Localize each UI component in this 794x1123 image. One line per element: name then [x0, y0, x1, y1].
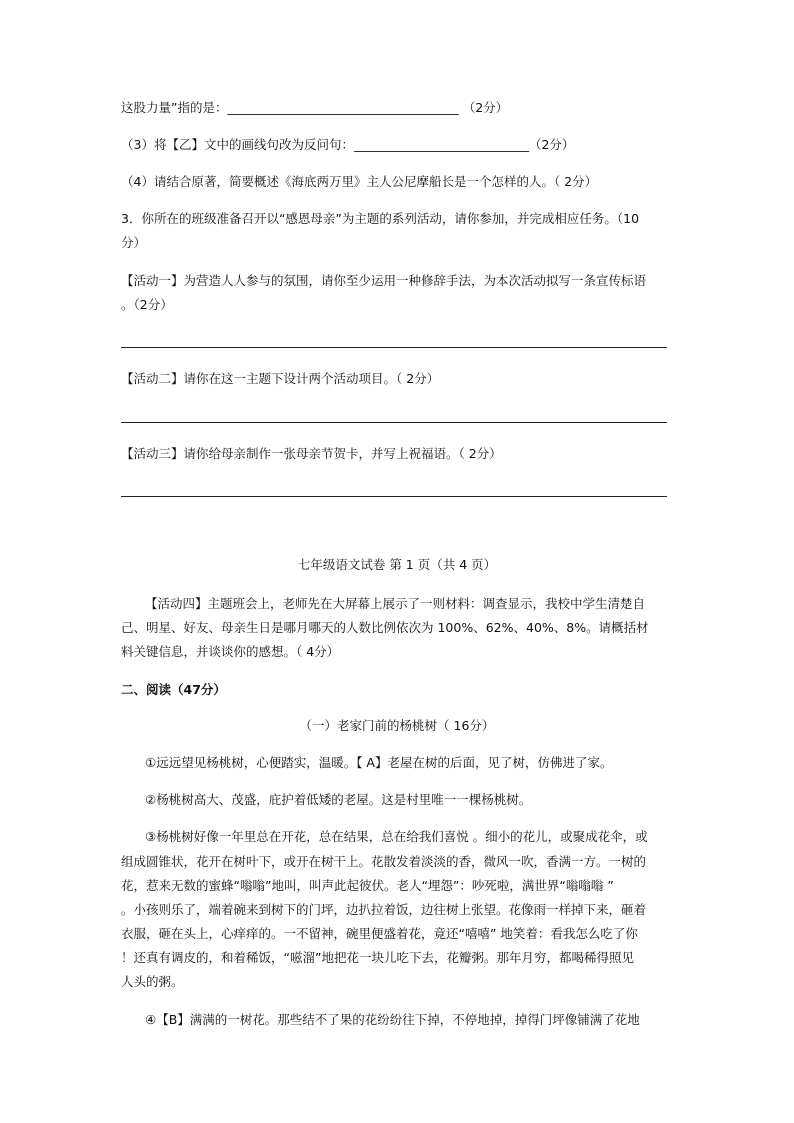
paragraph-3-line-3: 花，惹来无数的蜜蜂“嗡嗡”地叫，叫声此起彼伏。老人“埋怨”：吵死啦，满世界“嗡嗡嗡 ” — [121, 878, 614, 893]
paragraph-3-line-7: 人头的粥。 — [121, 974, 184, 989]
page-footer: 七年级语文试卷 第 1 页（共 4 页） — [297, 557, 497, 572]
activity-1-line-1: 【活动一】为营造人人参与的氛围，请你至少运用一种修辞手法，为本次活动拟写一条宣传标语 — [121, 273, 647, 288]
activity-4-line-1: 【活动四】主题班会上，老师先在大屏幕上展示了一则材料：调查显示，我校中学生清楚自 — [145, 596, 646, 611]
paragraph-2: ②杨桃树高大、茂盛，庇护着低矮的老屋。这是村里唯一一棵杨桃树。 — [145, 792, 532, 807]
paragraph-3-line-4: 。小孩则乐了，端着碗来到树下的门坪，边扒拉着饭，边往树上张望。花像雨一样掉下来，砸着 — [121, 902, 647, 917]
activity-2: 【活动二】请你在这一主题下设计两个活动项目。（ 2分） — [121, 371, 440, 386]
question-3-line-2: 分） — [121, 235, 147, 250]
question-2-2-continued: 这股力量”指的是：_____________________________________ （2分） — [121, 100, 509, 115]
paragraph-3-line-2: 组成圆锥状，花开在树叶下，或开在树干上。花散发着淡淡的香，微风一吹，香满一方。一树的 — [121, 854, 647, 869]
paragraph-4-line-1: ④【B】满满的一树花。那些结不了果的花纷纷往下掉，不停地掉，掉得门坪像铺满了花地 — [145, 1012, 640, 1027]
paragraph-1: ①远远望见杨桃树，心便踏实，温暖。【 A】老屋在树的后面，见了树，仿佛进了家。 — [145, 755, 613, 770]
answer-line-activity-3 — [121, 496, 667, 497]
section-heading-reading: 二、阅读（47分） — [121, 682, 226, 697]
question-2-4: （4）请结合原著，简要概述《海底两万里》主人公尼摩船长是一个怎样的人。（ 2分） — [121, 174, 598, 189]
activity-1-line-2: 。（2分） — [121, 297, 173, 312]
question-3-line-1: 3．你所在的班级准备召开以“感恩母亲”为主题的系列活动，请你参加，并完成相应任务。（10 — [121, 211, 640, 226]
paragraph-3-line-5: 衣服，砸在头上，心痒痒的。一不留神，碗里便盛着花，竟还“嘻嘻” 地笑着：看我怎么吃了你 — [121, 926, 638, 941]
activity-4-line-2: 己、明星、好友、母亲生日是哪月哪天的人数比例依次为 100%、62%、40%、8%。请概括材 — [121, 620, 649, 635]
paragraph-3-line-6: ！还真有调皮的，和着稀饭，“嗞溜”地把花一块儿吃下去，花瓣粥。那年月穷，都喝稀得照见 — [121, 950, 634, 965]
paragraph-3-line-1: ③杨桃树好像一年里总在开花，总在结果，总在给我们喜悦 。细小的花儿，或聚成花伞，或 — [145, 829, 648, 844]
question-2-3: （3）将【乙】文中的画线句改为反问句：____________________________（2分） — [121, 137, 575, 152]
answer-line-activity-1 — [121, 347, 667, 348]
activity-4-line-3: 料关键信息，并谈谈你的感想。（ 4分） — [121, 644, 340, 659]
passage-title: （一）老家门前的杨桃树（ 16分） — [299, 718, 495, 733]
answer-line-activity-2 — [121, 422, 667, 423]
activity-3: 【活动三】请你给母亲制作一张母亲节贺卡，并写上祝福语。（ 2分） — [121, 446, 502, 461]
